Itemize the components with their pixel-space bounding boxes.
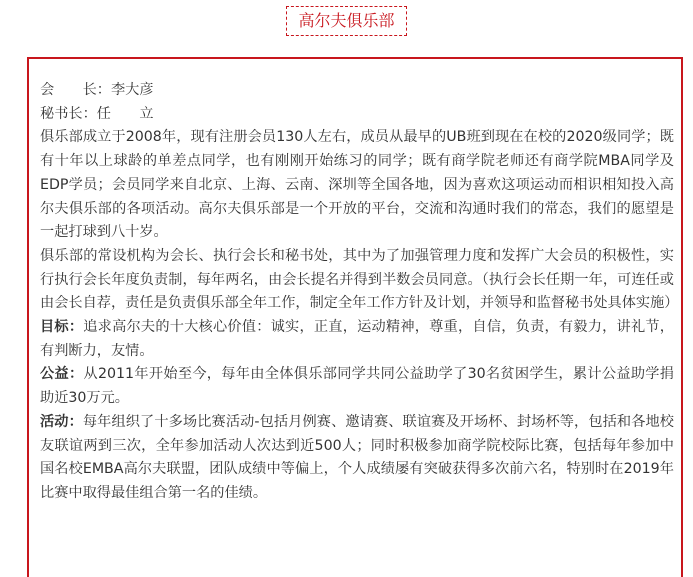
content-body xyxy=(40,79,679,506)
president-line: 会 长：李大彦 xyxy=(40,82,154,98)
charity-paragraph xyxy=(40,363,674,410)
activity-text: 每年组织了十多场比赛活动-包括月例赛、邀请赛、联谊赛及开场杯、封场杯等，包括和各地校友联谊两到三次，全年参加活动人次达到近500人；同时积极参加商学院校际比赛，包括每年参加中国名校EMBA高尔夫联盟，团队成绩中等偏上，个人成绩屡有突破获得多次前六名，特别时在2019年比赛中取得最佳组合第一名的佳绩。 xyxy=(40,413,674,501)
goal-text: 追求高尔夫的十大核心价值：诚实，正直，运动精神，尊重，自信，负责，有毅力，讲礼节，有判断力，友情。 xyxy=(40,319,674,359)
goal-label: 目标： xyxy=(40,319,84,336)
secretary-line: 秘书长：任 立 xyxy=(40,105,154,122)
charity-label: 公益： xyxy=(40,366,84,383)
charity-text: 从2011年开始至今，每年由全体俱乐部同学共同公益助学了30名贫困学生，累计公益助学捐助近30万元。 xyxy=(40,366,674,407)
structure-paragraph: 俱乐部的常设机构为会长、执行会长和秘书处，其中为了加强管理力度和发挥广大会员的积极性，实行执行会长年度负责制，每年两名，由会长提名并得到半数会员同意。（执行会长任期一年，可连任或由会长自荐，责任是负责俱乐部全年工作，制定全年工作方针及计划，并领导和监督秘书处具体实施） xyxy=(40,247,679,312)
goal-paragraph xyxy=(40,316,674,363)
intro-paragraph: 俱乐部成立于2008年，现有注册会员130人左右，成员从最早的UB班到现在在校的2020级同学；既有十年以上球龄的单差点同学，也有刚刚开始练习的同学；既有商学院老师还有商学院MBA同学及EDP学员；会员同学来自北京、上海、云南、深圳等全国各地，因为喜欢这项运动而相识相知投入高尔夫俱乐部的各项活动。高尔夫俱乐部是一个开放的平台，交流和沟通时我们的常态，我们的愿望是一起打球到八十岁。 xyxy=(40,129,674,241)
activity-label: 活动： xyxy=(40,413,83,430)
activity-paragraph xyxy=(40,411,674,506)
page-title: 高尔夫俱乐部 xyxy=(286,6,406,36)
title-wrapper xyxy=(0,6,693,36)
